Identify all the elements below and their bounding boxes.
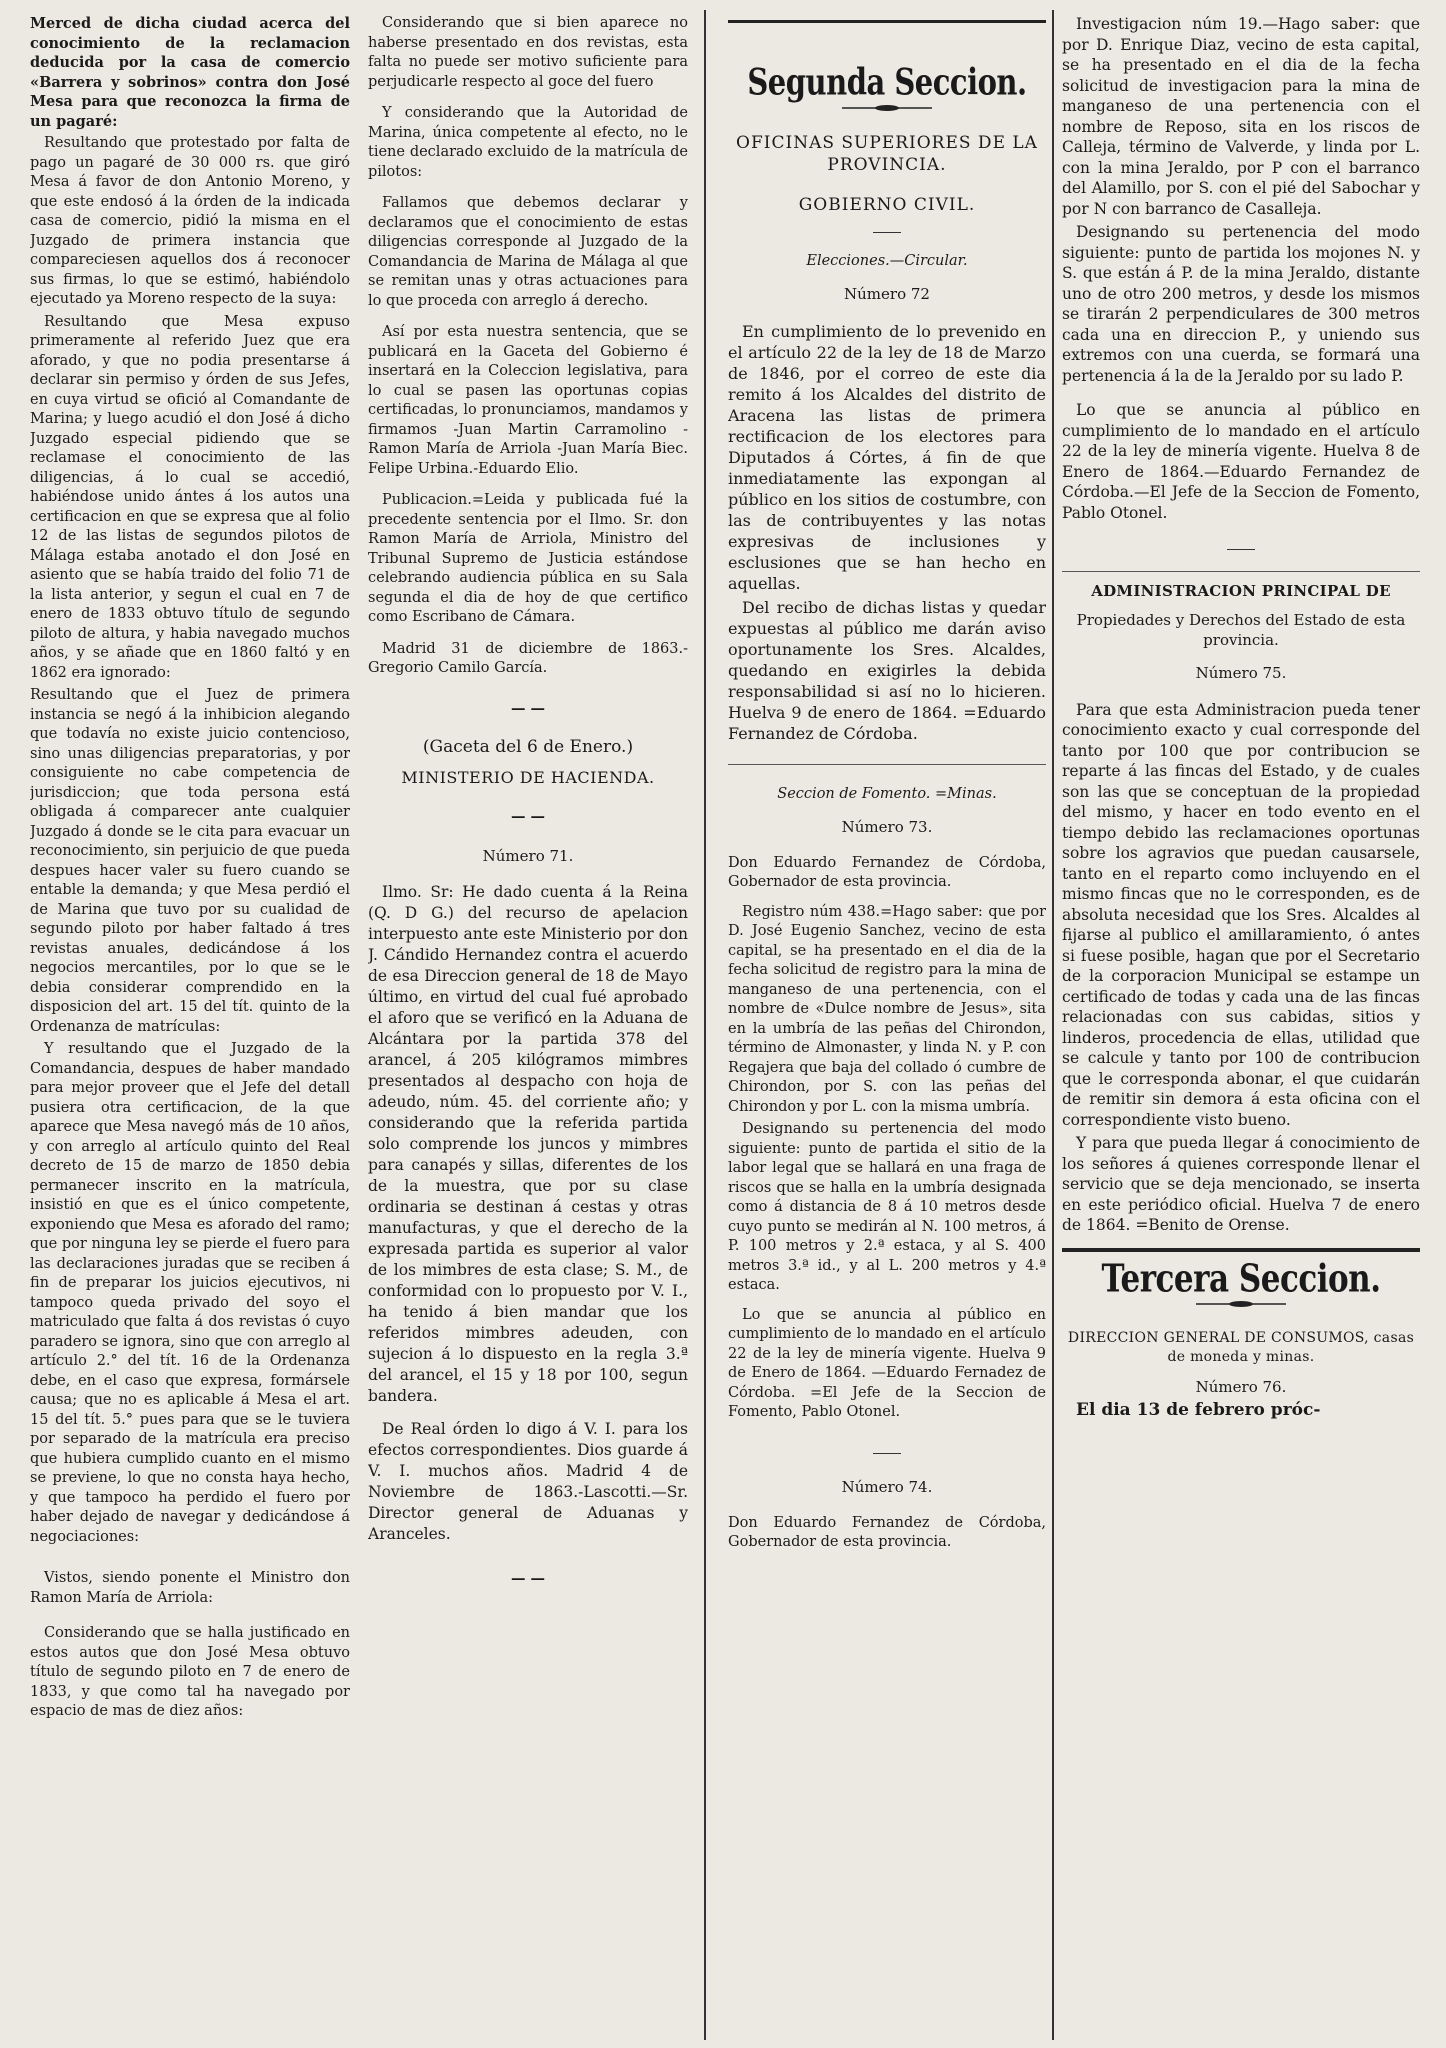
column-4: [1062, 14, 1420, 2044]
gaceta-reference: (Gaceta del 6 de Enero.): [422, 737, 634, 757]
tercera-seccion-title: Tercera Seccion.: [1101, 1255, 1381, 1301]
numero-74: Número 74.: [841, 1478, 933, 1496]
paragraph: Fallamos que debemos declarar y declaramos que el conocimiento de estas diligencias corresponde al Juzgado de la Comandancia de Marina de Málaga al que se remitan unas y otras actuaciones para lo que proceda con arreglo á derecho.: [368, 195, 688, 309]
separator: [728, 764, 1046, 765]
column-rule: [704, 10, 706, 2040]
paragraph: Designando su pertenencia del modo siguiente: punto de partida el sitio de la labor legal que se hallará en una fraga de riscos que se halla en la umbría designada como á distancia de 8 á 10 metros desde cuyo punto se medirán al N. 100 metros, á P. 100 metros y 2.ª estaca, y al S. 400 metros 3.ª id., y al L. 200 metros y 4.ª estaca.: [728, 1121, 1046, 1293]
paragraph: Del recibo de dichas listas y quedar expuestas al público me darán aviso oportunamente los Sres. Alcaldes, quedando en exigirles la debida responsabilidad si así no lo hicieren. Huelva 9 de enero de 1864. =Eduardo Fernandez de Córdoba.: [728, 597, 1046, 743]
paragraph: Vistos, siendo ponente el Ministro don Ramon María de Arriola:: [30, 1570, 350, 1606]
separator-dash: — —: [510, 808, 546, 825]
paragraph: El dia 13 de febrero próc-: [1076, 1400, 1321, 1420]
paragraph: Y resultando que el Juzgado de la Comandancia, despues de haber mandado para mejor proveer que el Jefe del detall pusiera otra certificacion, de la que aparece que Mesa navegó más de 10 años, y con arreglo al artículo quinto del Real decreto de 15 de marzo de 1850 debia permanecer inscrito en la matrícula, insistió en que es el único competente, exponiendo que Mesa es aforado del ramo; que por ninguna ley se pierde el fuero para las declaraciones juradas que se reciben á fin de preparar los juicios ejecutivos, ni tampoco queda privado del soyo el matriculado que falta á dos revistas ó cuyo paradero se ignora, sino que con arreglo al artículo 2.° del tít. 16 de la Ordenanza debe, en el caso que expresa, formársele causa; que no es aplicable á Mesa el art. 15 del tít. 5.° pues para que se le tuviera por separado de la matrícula era preciso que hubiera cumplido cuanto en el mismo se previene, lo que no consta haya hecho, y que tampoco ha perdido el fuero por haber dejado de navegar y dedicándose á negociaciones:: [30, 1041, 350, 1545]
fomento-heading: Seccion de Fomento. =Minas.: [777, 785, 997, 802]
paragraph: Para que esta Administracion pueda tener conocimiento exacto y cual corresponde del tanto por 100 que por contribucion se reparte á las fincas del Estado, y de cuales son las que se conceptuan de la propiedad del mismo, y hacer en todo evento en el tiempo debido las reclamaciones oportunas sobre los agravios que puedan causarsele, tanto en el reparto como incluyendo en el mismo fincas que no le corresponden, es de absoluta necesidad que los Sres. Alcaldes al fijarse al publico el amillaramiento, ó antes si fuese posible, hagan que por el Secretario de la corporacion Municipal se estampe un certificado de todas y cada una de las fincas relacionadas con sus cabidas, sitios y linderos, procedencia de ellas, utilidad que se calcule y tanto por 100 de contribucion que le corresponda abonar, el que cuidarán de remitir sin demora á esta oficina con el correspondiente visto bueno.: [1062, 700, 1420, 1129]
column-1: [30, 14, 350, 2044]
paragraph: Lo que se anuncia al público en cumplimiento de lo mandado en el artículo 22 de la ley de minería vigente. Huelva 9 de Enero de 1864. —Eduardo Fernadez de Córdoba. =El Jefe de la Seccion de Fomento, Pablo Otonel.: [728, 1306, 1046, 1420]
paragraph: Resultando que el Juez de primera instancia se negó á la inhibicion alegando que todavía no existe juicio contencioso, sino unas diligencias preparatorias, y por consiguiente no cabe competencia de jurisdiccion; que toda persona está obligada á comparecer ante cualquier Juzgado á donde se le cita para evacuar un reconocimiento, sin perjuicio de que pueda despues hacer valer su fuero cuando se entable la demanda; y que Mesa perdió el de Marina que tuvo por su cualidad de segundo piloto por haber faltado á tres revistas anuales, dedicándose á los negocios mercantiles, por lo que se le debia considerar comprendido en la disposicion del art. 15 del tít. quinto de la Ordenanza de matrículas:: [30, 687, 350, 1035]
paragraph: De Real órden lo digo á V. I. para los efectos correspondientes. Dios guarde á V. I. muchos años. Madrid 4 de Noviembre de 1863.-Lascotti.—Sr. Director general de Aduanas y Aranceles.: [368, 1420, 688, 1543]
numero-76: Número 76.: [1195, 1377, 1287, 1396]
gobierno-heading: GOBIERNO CIVIL.: [798, 195, 976, 215]
separator-dash: — —: [510, 1570, 546, 1587]
paragraph: Lo que se anuncia al público en cumplimiento de lo mandado en el artículo 22 de la ley de minería vigente. Huelva 8 de Enero de 1864.—Eduardo Fernandez de Córdoba.—El Jefe de la Seccion de Fomento, Pablo Otonel.: [1062, 401, 1420, 522]
paragraph: Don Eduardo Fernandez de Córdoba, Gobernador de esta provincia.: [728, 1514, 1046, 1550]
paragraph: Y considerando que la Autoridad de Marina, única competente al efecto, no le tiene declarado excluido de la matrícula de pilotos:: [368, 105, 688, 180]
paragraph: Publicacion.=Leida y publicada fué la precedente sentencia por el Ilmo. Sr. don Ramon María de Arriola, Ministro del Tribunal Supremo de Justicia estándose celebrando audiencia pública en su Sala segunda el dia de hoy de que certifico como Escribano de Cámara.: [368, 492, 688, 625]
separator: [728, 220, 1046, 240]
numero-71: Número 71.: [482, 846, 574, 865]
separator-dash: — —: [510, 699, 546, 717]
numero-73: Número 73.: [841, 818, 933, 836]
separator: [1062, 537, 1420, 557]
numero-75: Número 75.: [1195, 664, 1287, 682]
paragraph: En cumplimiento de lo prevenido en el artículo 22 de la ley de 18 de Marzo de 1846, por el correo de este dia remito á los Alcaldes del distrito de Aracena las listas de primera rectificacion de los electores para Diputados á Córtes, á fin de que inmediatamente las expongan al público en los sitios de costumbre, con las de contribuyentes y las notas expresivas de inclusiones y esclusiones que se han hecho en aquellas.: [728, 321, 1046, 593]
paragraph: Merced de dicha ciudad acerca del conocimiento de la reclamacion deducida por la casa de comercio «Barrera y sobrinos» contra don José Mesa para que reconozca la firma de un pagaré:: [30, 15, 350, 130]
column-2: [368, 14, 688, 2044]
paragraph: Investigacion núm 19.—Hago saber: que por D. Enrique Diaz, vecino de esta capital, se ha presentado en el dia de la fecha solicitud de investigacion para la mina de manganeso de una pertenencia con el nombre de Reposo, sita en los riscos de Calleja, término de Valverde, y linda por L. con la mina Jeraldo, por P con el barranco del Alamillo, por S. con el pié del Sabochar y por N con barranco de Casalleja.: [1062, 15, 1420, 218]
segunda-seccion-title: Segunda Seccion.: [747, 60, 1027, 104]
paragraph: Resultando que Mesa expuso primeramente al referido Juez que era aforado, y que no podia presentarse á declarar sin permiso y órden de sus Jefes, en cuya virtud se ofició al Comandante de Marina; y luego acudió el don José á dicho Juzgado especial pidiendo que se reclamase el conocimiento de las diligencias, á lo cual se accedió, habiéndose unido ántes á los autos una certificacion en que se expresa que al folio 12 de las listas de segundos pilotos de Málaga estaba anotado el don José en asiento que se había traido del folio 71 de la lista anterior, y segun el cual en 7 de enero de 1833 obtuvo título de segundo piloto de altura, y habia navegado muchos años, y se añade que en 1860 faltó y en 1862 era ignorado:: [30, 313, 350, 681]
paragraph: Considerando que si bien aparece no haberse presentado en dos revistas, esta falta no puede ser motivo suficiente para perjudicarle respecto al goce del fuero: [368, 15, 688, 90]
direccion-heading: DIRECCION GENERAL DE CONSUMOS, casas de moneda y minas.: [1067, 1329, 1415, 1365]
paragraph: Ilmo. Sr: He dado cuenta á la Reina (Q. D G.) del recurso de apelacion interpuesto ante este Ministerio por don J. Cándido Hernandez contra el acuerdo de esa Direccion general de 18 de Mayo último, en virtud del cual fué aprobado el aforo que se verificó en la Aduana de Alcántara por la partida 378 del arancel, á 205 kilógramos mimbres presentados al despacho con hoja de adeudo, núm. 45. del corriente año; y considerando que la referida partida solo comprende los juncos y mimbres para canapés y sillas, diferentes de los de la muestra, que por su clase ordinaria se destinan á cestas y otras manufacturas, y que el derecho de la expresada partida es superior al valor de los mimbres de esta clase; S. M., de conformidad con lo propuesto por V. I., ha tenido á bien mandar que los referidos mimbres adeuden, con sujecion á lo dispuesto en la regla 3.ª del arancel, el 15 y 18 por 100, segun bandera.: [368, 883, 688, 1405]
numero-72: Número 72: [844, 285, 930, 303]
paragraph: Resultando que protestado por falta de pago un pagaré de 30 000 rs. que giró Mesa á favor de don Antonio Moreno, y que este endosó á la órden de la indicada casa de comercio, pidió la misma en el Juzgado de primera instancia que compareciesen aquellos dos á reconocer sus firmas, lo que se estimó, habiéndolo ejecutado ya Moreno respecto de la suya:: [30, 135, 350, 307]
paragraph: Don Eduardo Fernandez de Córdoba, Gobernador de esta provincia.: [728, 854, 1046, 890]
oficinas-heading: OFICINAS SUPERIORES DE LA PROVINCIA.: [736, 133, 1038, 175]
column-rule: [1052, 10, 1054, 2040]
paragraph: Registro núm 438.=Hago saber: que por D. José Eugenio Sanchez, vecino de esta capital, se ha presentado en el dia de la fecha solicitud de registro para la mina de manganeso de una pertenencia, con el nombre de «Dulce nombre de Jesus», sita en la umbría de las peñas del Chirondon, término de Almonaster, y linda N. y P. con Regajera que baja del collado ó cumbre de Chirondon, por S. con las peñas del Chirondon y por L. con la misma umbría.: [728, 903, 1046, 1115]
paragraph: Madrid 31 de diciembre de 1863.-Gregorio Camilo García.: [368, 640, 688, 676]
administracion-heading: ADMINISTRACION PRINCIPAL DE: [1091, 581, 1391, 600]
separator: [728, 1441, 1046, 1461]
section-rule: [1062, 1248, 1420, 1252]
top-rule: [728, 20, 1046, 23]
paragraph: Así por esta nuestra sentencia, que se publicará en la Gaceta del Gobierno é insertará en la Coleccion legislativa, para lo cual se pasen las oportunas copias certificadas, lo pronunciamos, mandamos y firmamos -Juan Martin Carramolino - Ramon María de Arriola -Juan María Biec. Felipe Urbina.-Eduardo Elio.: [368, 324, 688, 477]
paragraph: Y para que pueda llegar á conocimiento de los señores á quienes corresponde llenar el servicio que se deja mencionado, se inserta en este periódico oficial. Huelva 7 de enero de 1864. =Benito de Orense.: [1062, 1134, 1420, 1234]
paragraph: Designando su pertenencia del modo siguiente: punto de partida los mojones N. y S. que están á P. de la mina Jeraldo, distante uno de otro 200 metros, y desde los mismos se tirarán 2 perpendiculares de 300 metros cada una en direccion P., y uniendo sus extremos con una cuerda, se formará una pertenencia á la de la Jeraldo por su lado P.: [1062, 223, 1420, 385]
separator: [1062, 571, 1420, 572]
column-3: [728, 14, 1046, 2044]
elecciones-heading: Elecciones.—Circular.: [806, 252, 968, 269]
propiedades-heading: Propiedades y Derechos del Estado de esta provincia.: [1076, 611, 1406, 649]
ministerio-heading: MINISTERIO DE HACIENDA.: [401, 767, 655, 787]
paragraph: Considerando que se halla justificado en estos autos que don José Mesa obtuvo título de segundo piloto en 7 de enero de 1833, y que como tal ha navegado por espacio de mas de diez años:: [30, 1625, 350, 1719]
